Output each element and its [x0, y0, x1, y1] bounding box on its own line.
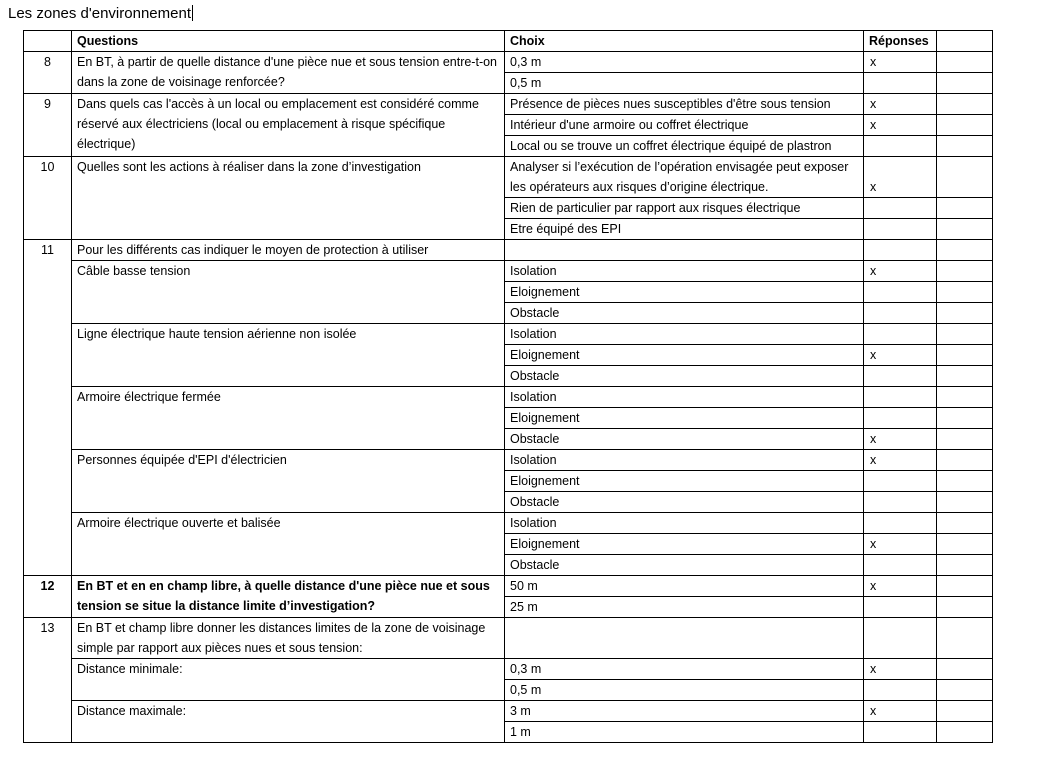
- choice-cell: 0,5 m: [505, 73, 864, 94]
- extra-cell: [937, 73, 993, 94]
- choice-cell: 3 m: [505, 701, 864, 722]
- table-row: [24, 450, 993, 471]
- table-row: [24, 618, 993, 659]
- choice-cell: Isolation: [505, 324, 864, 345]
- answer-cell: x: [864, 115, 937, 136]
- answer-cell: [864, 324, 937, 345]
- table-row: [24, 324, 993, 345]
- choice-cell: 0,3 m: [505, 52, 864, 73]
- extra-cell: [937, 576, 993, 597]
- table-row: [24, 701, 993, 722]
- answer-cell: x: [864, 429, 937, 450]
- header-number: [24, 31, 72, 52]
- extra-cell: [937, 659, 993, 680]
- extra-cell: [937, 345, 993, 366]
- header-extra: [937, 31, 993, 52]
- answer-cell: [864, 303, 937, 324]
- choice-cell: Local ou se trouve un coffret électrique équipé de plastron: [505, 136, 864, 157]
- answer-cell: x: [864, 701, 937, 722]
- table-row: [24, 576, 993, 597]
- extra-cell: [937, 555, 993, 576]
- extra-cell: [937, 157, 993, 198]
- choice-cell: Rien de particulier par rapport aux risques électrique: [505, 198, 864, 219]
- document-title: [8, 5, 193, 23]
- choice-cell: [505, 618, 864, 659]
- choice-cell: 0,3 m: [505, 659, 864, 680]
- answer-cell: x: [864, 659, 937, 680]
- choice-cell: Obstacle: [505, 366, 864, 387]
- choice-cell: Analyser si l’exécution de l’opération envisagée peut exposer les opérateurs aux risques d’origine électrique.: [505, 157, 864, 198]
- table-row: [24, 659, 993, 680]
- choice-cell: Obstacle: [505, 303, 864, 324]
- table-row: [24, 513, 993, 534]
- extra-cell: [937, 492, 993, 513]
- sub-question-text: Armoire électrique ouverte et balisée: [72, 513, 505, 576]
- choice-cell: Isolation: [505, 450, 864, 471]
- choice-cell: Obstacle: [505, 492, 864, 513]
- question-number: 13: [24, 618, 72, 743]
- extra-cell: [937, 471, 993, 492]
- extra-cell: [937, 240, 993, 261]
- extra-cell: [937, 387, 993, 408]
- answer-cell: [864, 408, 937, 429]
- extra-cell: [937, 52, 993, 73]
- answer-cell: x: [864, 52, 937, 73]
- text-cursor: [192, 5, 193, 21]
- answer-cell: x: [864, 261, 937, 282]
- answer-cell: [864, 618, 937, 659]
- table-header-row: [24, 31, 993, 52]
- answer-cell: x: [864, 450, 937, 471]
- choice-cell: Eloignement: [505, 471, 864, 492]
- extra-cell: [937, 261, 993, 282]
- extra-cell: [937, 513, 993, 534]
- choice-cell: Eloignement: [505, 345, 864, 366]
- extra-cell: [937, 701, 993, 722]
- answer-cell: [864, 136, 937, 157]
- question-text: Quelles sont les actions à réaliser dans la zone d’investigation: [72, 157, 505, 240]
- answer-cell: [864, 513, 937, 534]
- extra-cell: [937, 450, 993, 471]
- extra-cell: [937, 303, 993, 324]
- header-questions: Questions: [72, 31, 505, 52]
- sub-question-text: Distance maximale:: [72, 701, 505, 743]
- extra-cell: [937, 324, 993, 345]
- question-number: 11: [24, 240, 72, 576]
- choice-cell: Isolation: [505, 513, 864, 534]
- choice-cell: Intérieur d'une armoire ou coffret électrique: [505, 115, 864, 136]
- question-number: 10: [24, 157, 72, 240]
- answer-cell: x: [864, 94, 937, 115]
- answer-cell: x: [864, 576, 937, 597]
- answer-cell: x: [864, 534, 937, 555]
- sub-question-text: Distance minimale:: [72, 659, 505, 701]
- header-reponses: Réponses: [864, 31, 937, 52]
- choice-cell: 1 m: [505, 722, 864, 743]
- choice-cell: Eloignement: [505, 282, 864, 303]
- table-row: [24, 240, 993, 261]
- answer-cell: [864, 73, 937, 94]
- answer-cell: [864, 597, 937, 618]
- extra-cell: [937, 219, 993, 240]
- choice-cell: Eloignement: [505, 408, 864, 429]
- sub-question-text: Personnes équipée d'EPI d'électricien: [72, 450, 505, 513]
- answer-cell: [864, 492, 937, 513]
- extra-cell: [937, 198, 993, 219]
- extra-cell: [937, 366, 993, 387]
- extra-cell: [937, 115, 993, 136]
- question-text: En BT et en en champ libre, à quelle distance d'une pièce nue et sous tension se situe la distance limite d’investigation?: [72, 576, 505, 618]
- extra-cell: [937, 136, 993, 157]
- extra-cell: [937, 282, 993, 303]
- sub-question-text: Ligne électrique haute tension aérienne non isolée: [72, 324, 505, 387]
- table-row: [24, 261, 993, 282]
- table-row: [24, 52, 993, 73]
- answer-cell: x: [864, 345, 937, 366]
- choice-cell: [505, 240, 864, 261]
- answer-cell: [864, 680, 937, 701]
- question-number: 12: [24, 576, 72, 618]
- question-text: En BT et champ libre donner les distances limites de la zone de voisinage simple par rapport aux pièces nues et sous tension:: [72, 618, 505, 659]
- extra-cell: [937, 534, 993, 555]
- choice-cell: Etre équipé des EPI: [505, 219, 864, 240]
- choice-cell: Isolation: [505, 387, 864, 408]
- answer-cell: [864, 387, 937, 408]
- question-text: En BT, à partir de quelle distance d'une pièce nue et sous tension entre-t-on dans la zone de voisinage renforcée?: [72, 52, 505, 94]
- question-number: 9: [24, 94, 72, 157]
- extra-cell: [937, 680, 993, 701]
- answer-cell: [864, 240, 937, 261]
- choice-cell: Obstacle: [505, 555, 864, 576]
- sub-question-text: Câble basse tension: [72, 261, 505, 324]
- table-row: [24, 387, 993, 408]
- question-number: 8: [24, 52, 72, 94]
- table-row: [24, 157, 993, 198]
- quiz-table: [23, 30, 993, 743]
- document-title-text: Les zones d'environnement: [8, 5, 191, 22]
- answer-cell: [864, 555, 937, 576]
- answer-cell: [864, 471, 937, 492]
- extra-cell: [937, 597, 993, 618]
- answer-cell: x: [864, 157, 937, 198]
- choice-cell: 50 m: [505, 576, 864, 597]
- answer-cell: [864, 198, 937, 219]
- choice-cell: Présence de pièces nues susceptibles d'être sous tension: [505, 94, 864, 115]
- choice-cell: 0,5 m: [505, 680, 864, 701]
- table-row: [24, 94, 993, 115]
- answer-cell: [864, 219, 937, 240]
- extra-cell: [937, 429, 993, 450]
- header-choix: Choix: [505, 31, 864, 52]
- choice-cell: 25 m: [505, 597, 864, 618]
- choice-cell: Eloignement: [505, 534, 864, 555]
- sub-question-text: Armoire électrique fermée: [72, 387, 505, 450]
- answer-cell: [864, 722, 937, 743]
- extra-cell: [937, 618, 993, 659]
- question-text: Pour les différents cas indiquer le moyen de protection à utiliser: [72, 240, 505, 261]
- answer-cell: [864, 366, 937, 387]
- answer-cell: [864, 282, 937, 303]
- extra-cell: [937, 94, 993, 115]
- choice-cell: Isolation: [505, 261, 864, 282]
- extra-cell: [937, 408, 993, 429]
- extra-cell: [937, 722, 993, 743]
- choice-cell: Obstacle: [505, 429, 864, 450]
- question-text: Dans quels cas l'accès à un local ou emplacement est considéré comme réservé aux électriciens (local ou emplacement à risque spécifique électrique): [72, 94, 505, 157]
